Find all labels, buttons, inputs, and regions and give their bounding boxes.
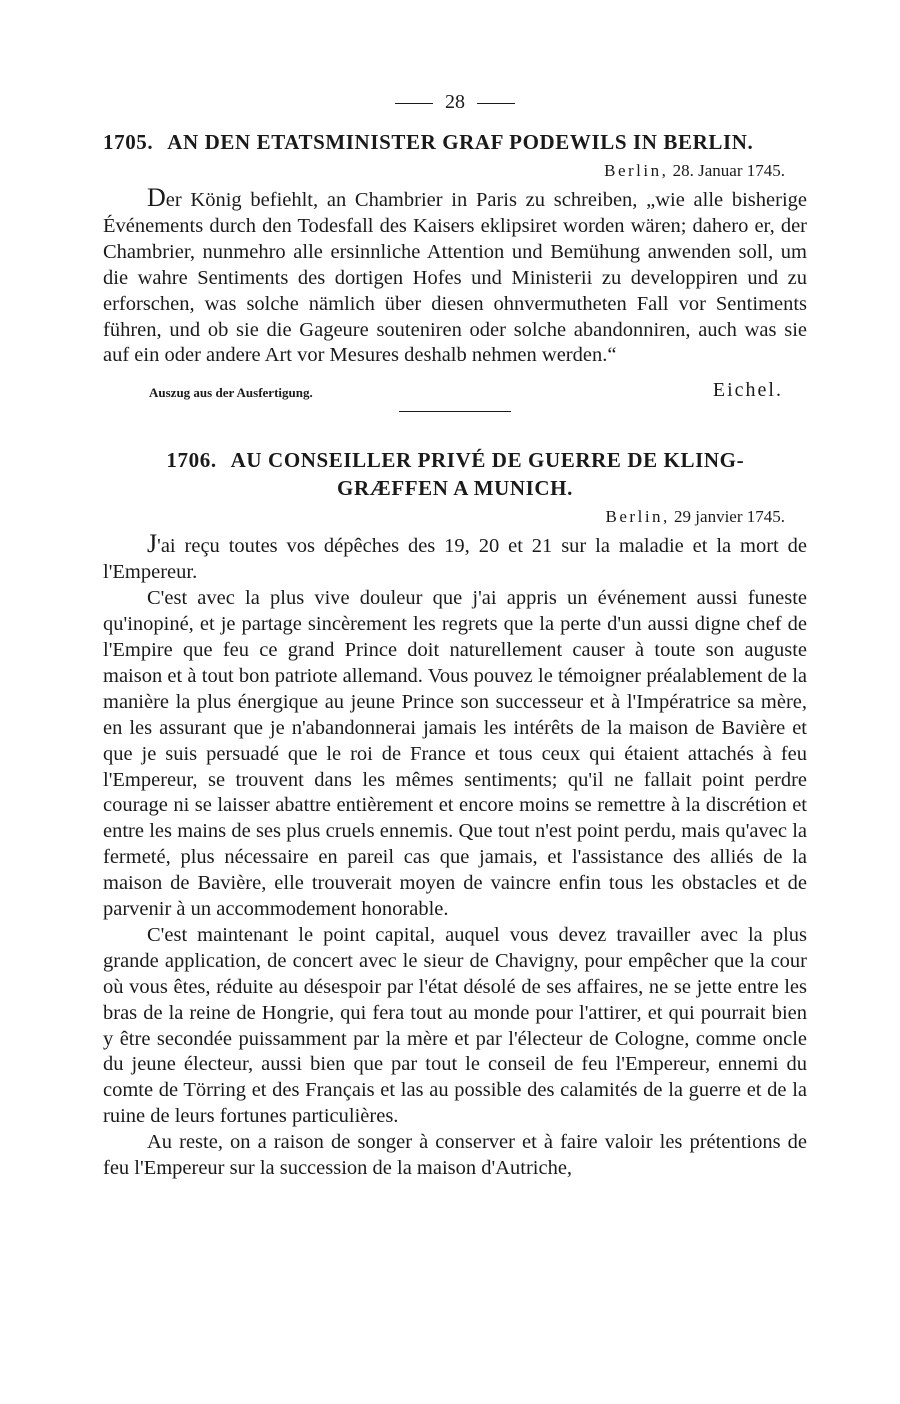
- document-page: [103, 84, 807, 1182]
- letter-paragraph: C'est avec la plus vive douleur que j'ai appris un événement aussi funeste qu'inopiné, et je partage sincèrement les regrets que la perte d'un aussi digne chef de l'Empire que feu ce grand Prince doit naturellement causer à toute son auguste maison et à tout bon patriote allemand. Vous pouvez le témoigner préalablement de la manière la plus énergique au jeune Prince son successeur et à l'Impératrice sa mère, en les assurant que je n'abandonnerai jamais les intérêts de la maison de Bavière et que je suis persuadé que le roi de France et tous ceux qui étaient attachés à feu l'Empereur, se trouvent dans les mêmes sentiments; qu'il ne fallait point perdre courage ni se laisser abattre entièrement et encore moins se remettre à la discrétion et entre les mains de ses plus cruels ennemis. Que tout n'est point perdu, mais qu'avec la fermeté, plus nécessaire en pareil cas que jamais, et l'assistance des alliés de la maison de Bavière, elle trouverait moyen de vaincre enfin tous les obstacles et de parvenir à un accommodement honorable.: [103, 587, 807, 921]
- letter-recipient: AU CONSEILLER PRIVÉ DE GUERRE DE KLINGGRÆFFEN A MUNICH.: [230, 448, 744, 501]
- paragraph-text: 'ai reçu toutes vos dépêches des 19, 20 et 21 sur la maladie et la mort de l'Empereur.: [103, 535, 807, 584]
- letter-date: 29 janvier 1745.: [674, 507, 785, 527]
- source-note: Auszug aus der Ausfertigung.: [149, 385, 313, 401]
- letter-date: 28. Januar 1745.: [672, 161, 785, 180]
- letter-number: 1706.: [166, 448, 217, 473]
- page-number: 28: [445, 91, 465, 113]
- letter-heading: [103, 446, 807, 502]
- letter-place: Berlin,: [604, 161, 669, 180]
- letter-number: 1705.: [103, 130, 154, 154]
- signature: Eichel.: [712, 379, 783, 402]
- letter-place: Berlin,: [605, 507, 670, 527]
- letter-footer: [103, 373, 807, 407]
- letter-dateline: [103, 505, 785, 529]
- initial-letter: J: [147, 529, 158, 559]
- letter-paragraph: [103, 185, 807, 369]
- letter-1705: [103, 128, 807, 412]
- letter-paragraph: [103, 531, 807, 586]
- letter-recipient: AN DEN ETATSMINISTER GRAF PODEWILS IN BERLIN.: [167, 130, 754, 154]
- letter-heading: [103, 128, 807, 156]
- paragraph-text: er König befiehlt, an Chambrier in Paris zu schreiben, „wie alle bisherige Événements durch den Todesfall des Kaisers eklipsiret worden wären; dahero er, der Chambrier, nunmehro alle ersinnliche Attention und Bemühung anwenden soll, um die wahre Sentiments des dortigen Hofes und Ministerii zu developpiren und zu erforschen, was solche nämlich über diesen ohnvermutheten Fall vor Sentiments führen, und ob sie die Gageure souteniren oder solche abandonniren, auch was sie auf ein oder andere Art vor Mesures deshalb nehmen werden.“: [103, 189, 807, 367]
- initial-letter: D: [147, 183, 166, 212]
- page-number-header: [103, 84, 807, 120]
- page-number-left-rule: [395, 103, 433, 104]
- letter-1706: [103, 446, 807, 1182]
- letter-dateline: [103, 159, 785, 183]
- page-number-right-rule: [477, 103, 515, 104]
- letter-paragraph: Au reste, on a raison de songer à conserver et à faire valoir les prétentions de feu l'Empereur sur la succession de la maison d'Autriche,: [103, 1131, 807, 1180]
- section-divider: [399, 411, 511, 412]
- letter-paragraph: C'est maintenant le point capital, auquel vous devez travailler avec la plus grande application, de concert avec le sieur de Chavigny, pour empêcher que la cour où vous êtes, réduite au désespoir par l'état désolé de ses affaires, ne se jette entre les bras de la reine de Hongrie, qui fera tout au monde pour l'attirer, et qui pourrait bien y être secondée puissamment par la mère et par l'électeur de Cologne, comme oncle du jeune électeur, aussi bien que par tout le conseil de feu l'Empereur, ennemi du comte de Törring et des Français et las au possible des calamités de la guerre et de la ruine de leurs fortunes particulières.: [103, 923, 807, 1128]
